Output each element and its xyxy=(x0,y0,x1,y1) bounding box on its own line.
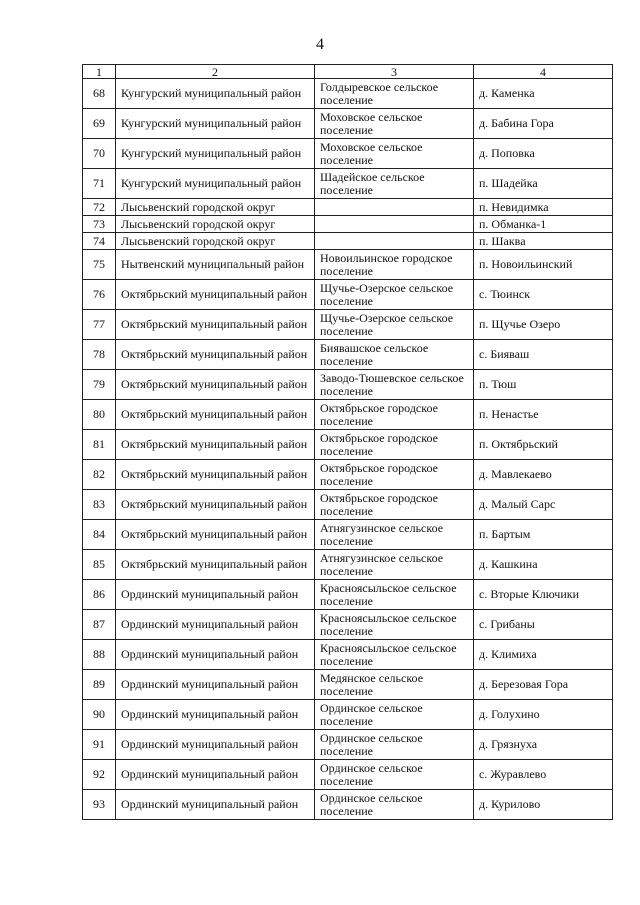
table-row xyxy=(83,730,613,760)
settlement-cell: Новоильинское городское поселение xyxy=(315,250,474,280)
district-cell: Лысьвенский городской округ xyxy=(116,233,315,250)
table-row xyxy=(83,610,613,640)
locality-cell: п. Шадейка xyxy=(474,169,613,199)
district-cell: Лысьвенский городской округ xyxy=(116,216,315,233)
settlement-cell: Щучье-Озерское сельское поселение xyxy=(315,280,474,310)
settlement-cell: Атнягузинское сельское поселение xyxy=(315,550,474,580)
locality-cell: с. Тюинск xyxy=(474,280,613,310)
settlement-cell: Ординское сельское поселение xyxy=(315,730,474,760)
page-number: 4 xyxy=(316,36,324,53)
row-number-cell: 92 xyxy=(83,760,116,790)
column-header-district: 2 xyxy=(116,65,315,79)
settlement-cell xyxy=(315,233,474,250)
district-cell: Октябрьский муниципальный район xyxy=(116,430,315,460)
settlement-cell: Моховское сельское поселение xyxy=(315,139,474,169)
column-header-settlement: 3 xyxy=(315,65,474,79)
row-number-cell: 87 xyxy=(83,610,116,640)
table-row xyxy=(83,790,613,820)
localities-table xyxy=(82,64,613,820)
locality-cell: д. Бабина Гора xyxy=(474,109,613,139)
settlement-cell: Голдыревское сельское поселение xyxy=(315,79,474,109)
row-number-cell: 71 xyxy=(83,169,116,199)
district-cell: Октябрьский муниципальный район xyxy=(116,400,315,430)
locality-cell: п. Ненастье xyxy=(474,400,613,430)
district-cell: Октябрьский муниципальный район xyxy=(116,340,315,370)
row-number-cell: 73 xyxy=(83,216,116,233)
table-row xyxy=(83,640,613,670)
table-body xyxy=(83,65,613,820)
district-cell: Кунгурский муниципальный район xyxy=(116,109,315,139)
table-row xyxy=(83,460,613,490)
table-row xyxy=(83,79,613,109)
row-number-cell: 75 xyxy=(83,250,116,280)
table-row xyxy=(83,216,613,233)
row-number-cell: 89 xyxy=(83,670,116,700)
district-cell: Октябрьский муниципальный район xyxy=(116,310,315,340)
settlement-cell: Ординское сельское поселение xyxy=(315,760,474,790)
table-row xyxy=(83,670,613,700)
table-row xyxy=(83,700,613,730)
settlement-cell: Медянское сельское поселение xyxy=(315,670,474,700)
settlement-cell: Ординское сельское поселение xyxy=(315,790,474,820)
table-row xyxy=(83,550,613,580)
district-cell: Октябрьский муниципальный район xyxy=(116,370,315,400)
row-number-cell: 81 xyxy=(83,430,116,460)
row-number-cell: 74 xyxy=(83,233,116,250)
district-cell: Ординский муниципальный район xyxy=(116,580,315,610)
locality-cell: с. Журавлево xyxy=(474,760,613,790)
settlement-cell: Атнягузинское сельское поселение xyxy=(315,520,474,550)
row-number-cell: 88 xyxy=(83,640,116,670)
table-row xyxy=(83,760,613,790)
row-number-cell: 93 xyxy=(83,790,116,820)
locality-cell: с. Бияваш xyxy=(474,340,613,370)
locality-cell: п. Новоильинский xyxy=(474,250,613,280)
table-row xyxy=(83,490,613,520)
district-cell: Кунгурский муниципальный район xyxy=(116,139,315,169)
district-cell: Октябрьский муниципальный район xyxy=(116,520,315,550)
settlement-cell: Октябрьское городское поселение xyxy=(315,400,474,430)
locality-cell: д. Малый Сарс xyxy=(474,490,613,520)
locality-cell: п. Тюш xyxy=(474,370,613,400)
locality-cell: д. Кашкина xyxy=(474,550,613,580)
district-cell: Ординский муниципальный район xyxy=(116,730,315,760)
settlement-cell xyxy=(315,216,474,233)
district-cell: Октябрьский муниципальный район xyxy=(116,490,315,520)
district-cell: Ординский муниципальный район xyxy=(116,610,315,640)
district-cell: Октябрьский муниципальный район xyxy=(116,280,315,310)
locality-cell: д. Грязнуха xyxy=(474,730,613,760)
table-row xyxy=(83,370,613,400)
row-number-cell: 86 xyxy=(83,580,116,610)
locality-cell: п. Невидимка xyxy=(474,199,613,216)
settlement-cell: Заводо-Тюшевское сельское поселение xyxy=(315,370,474,400)
locality-cell: п. Шаква xyxy=(474,233,613,250)
settlement-cell: Октябрьское городское поселение xyxy=(315,430,474,460)
column-header-number: 1 xyxy=(83,65,116,79)
district-cell: Ординский муниципальный район xyxy=(116,700,315,730)
row-number-cell: 85 xyxy=(83,550,116,580)
table-row xyxy=(83,400,613,430)
locality-cell: д. Мавлекаево xyxy=(474,460,613,490)
locality-cell: п. Щучье Озеро xyxy=(474,310,613,340)
settlement-cell: Биявашское сельское поселение xyxy=(315,340,474,370)
locality-cell: д. Поповка xyxy=(474,139,613,169)
district-cell: Нытвенский муниципальный район xyxy=(116,250,315,280)
settlement-cell: Октябрьское городское поселение xyxy=(315,490,474,520)
district-cell: Ординский муниципальный район xyxy=(116,790,315,820)
row-number-cell: 80 xyxy=(83,400,116,430)
settlement-cell: Ординское сельское поселение xyxy=(315,700,474,730)
locality-cell: д. Каменка xyxy=(474,79,613,109)
table-row xyxy=(83,340,613,370)
table-row xyxy=(83,520,613,550)
table-row xyxy=(83,280,613,310)
settlement-cell xyxy=(315,199,474,216)
row-number-cell: 90 xyxy=(83,700,116,730)
district-cell: Октябрьский муниципальный район xyxy=(116,550,315,580)
locality-cell: п. Октябрьский xyxy=(474,430,613,460)
settlement-cell: Моховское сельское поселение xyxy=(315,109,474,139)
row-number-cell: 78 xyxy=(83,340,116,370)
locality-cell: с. Грибаны xyxy=(474,610,613,640)
settlement-cell: Октябрьское городское поселение xyxy=(315,460,474,490)
settlement-cell: Красноясыльское сельское поселение xyxy=(315,640,474,670)
settlement-cell: Красноясыльское сельское поселение xyxy=(315,580,474,610)
settlement-cell: Шадейское сельское поселение xyxy=(315,169,474,199)
table-row xyxy=(83,139,613,169)
locality-cell: д. Голухино xyxy=(474,700,613,730)
column-header-locality: 4 xyxy=(474,65,613,79)
table-row xyxy=(83,233,613,250)
district-cell: Октябрьский муниципальный район xyxy=(116,460,315,490)
locality-cell: д. Курилово xyxy=(474,790,613,820)
table-row xyxy=(83,430,613,460)
district-cell: Ординский муниципальный район xyxy=(116,640,315,670)
settlement-cell: Щучье-Озерское сельское поселение xyxy=(315,310,474,340)
district-cell: Лысьвенский городской округ xyxy=(116,199,315,216)
table-row xyxy=(83,169,613,199)
row-number-cell: 68 xyxy=(83,79,116,109)
district-cell: Ординский муниципальный район xyxy=(116,670,315,700)
district-cell: Кунгурский муниципальный район xyxy=(116,169,315,199)
row-number-cell: 72 xyxy=(83,199,116,216)
locality-cell: п. Бартым xyxy=(474,520,613,550)
locality-cell: п. Обманка-1 xyxy=(474,216,613,233)
district-cell: Кунгурский муниципальный район xyxy=(116,79,315,109)
locality-cell: с. Вторые Ключики xyxy=(474,580,613,610)
row-number-cell: 82 xyxy=(83,460,116,490)
table-row xyxy=(83,580,613,610)
table-row xyxy=(83,250,613,280)
row-number-cell: 91 xyxy=(83,730,116,760)
district-cell: Ординский муниципальный район xyxy=(116,760,315,790)
row-number-cell: 70 xyxy=(83,139,116,169)
settlement-cell: Красноясыльское сельское поселение xyxy=(315,610,474,640)
row-number-cell: 83 xyxy=(83,490,116,520)
locality-cell: д. Климиха xyxy=(474,640,613,670)
table-row xyxy=(83,310,613,340)
row-number-cell: 76 xyxy=(83,280,116,310)
row-number-cell: 77 xyxy=(83,310,116,340)
row-number-cell: 84 xyxy=(83,520,116,550)
table-header-row xyxy=(83,65,613,79)
table-row xyxy=(83,109,613,139)
table-row xyxy=(83,199,613,216)
locality-cell: д. Березовая Гора xyxy=(474,670,613,700)
row-number-cell: 69 xyxy=(83,109,116,139)
row-number-cell: 79 xyxy=(83,370,116,400)
